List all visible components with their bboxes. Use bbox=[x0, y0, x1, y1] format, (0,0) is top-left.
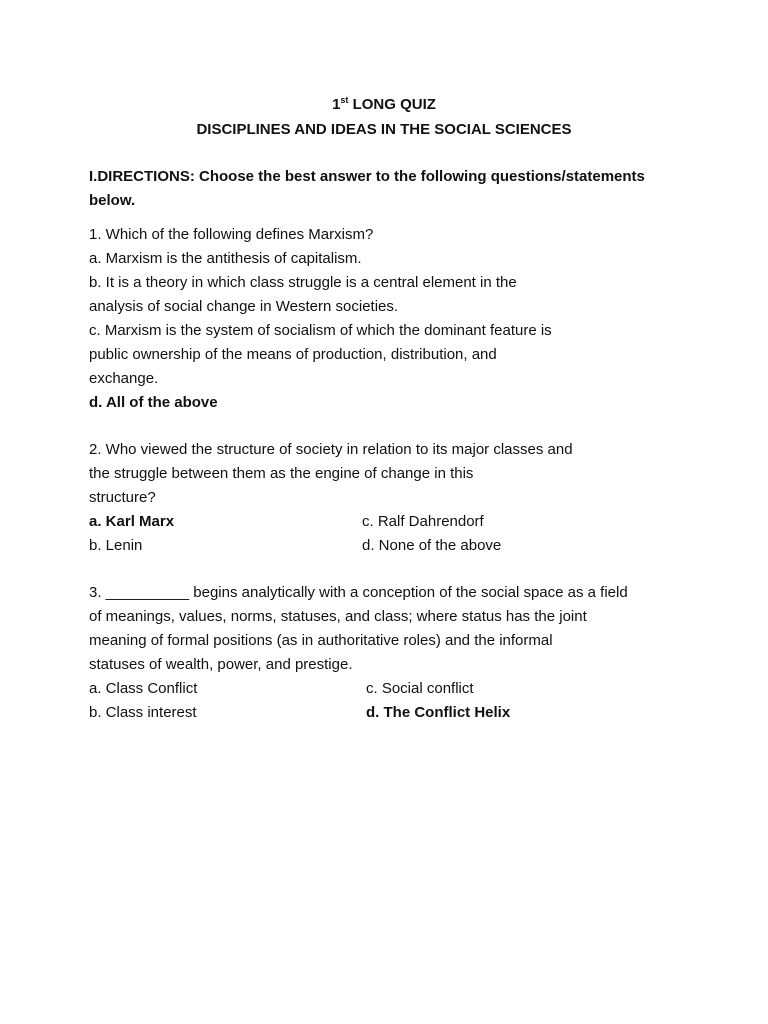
question-2-option-a-answer: a. Karl Marx bbox=[89, 513, 175, 530]
question-1-option-c: c. Marxism is the system of socialism of which the dominant feature is bbox=[89, 322, 552, 339]
question-3-option-d-answer: d. The Conflict Helix bbox=[366, 704, 511, 721]
question-2-text: 2. Who viewed the structure of society in relation to its major classes and bbox=[89, 441, 573, 458]
title-number: 1 bbox=[332, 96, 341, 113]
directions-line-1: I.DIRECTIONS: Choose the best answer to the following questions/statements bbox=[89, 168, 645, 185]
page-title bbox=[0, 96, 768, 114]
question-3-text: 3. __________ begins analytically with a conception of the social space as a field bbox=[89, 584, 628, 601]
question-1-option-b-cont: analysis of social change in Western societies. bbox=[89, 298, 399, 315]
question-1-text: 1. Which of the following defines Marxism? bbox=[89, 226, 374, 243]
question-3-option-a: a. Class Conflict bbox=[89, 680, 198, 697]
title-ordinal-suffix: st bbox=[340, 95, 349, 105]
question-3-text-cont: of meanings, values, norms, statuses, and class; where status has the joint bbox=[89, 608, 587, 625]
question-2-option-d: d. None of the above bbox=[362, 537, 502, 554]
question-2-text-cont-2: structure? bbox=[89, 489, 156, 506]
question-1-option-d-answer: d. All of the above bbox=[89, 394, 218, 411]
question-1-option-c-cont: public ownership of the means of production, distribution, and bbox=[89, 346, 497, 363]
question-2-text-cont: the struggle between them as the engine of change in this bbox=[89, 465, 474, 482]
question-3-text-cont-2: meaning of formal positions (as in authoritative roles) and the informal bbox=[89, 632, 553, 649]
question-3-option-b: b. Class interest bbox=[89, 704, 197, 721]
question-3-option-c: c. Social conflict bbox=[366, 680, 474, 697]
question-1-option-c-cont-2: exchange. bbox=[89, 370, 159, 387]
directions-line-2: below. bbox=[89, 192, 136, 209]
question-1-option-b: b. It is a theory in which class struggle is a central element in the bbox=[89, 274, 517, 291]
question-2-option-c: c. Ralf Dahrendorf bbox=[362, 513, 484, 530]
page-subtitle: DISCIPLINES AND IDEAS IN THE SOCIAL SCIENCES bbox=[196, 121, 572, 138]
title-text: LONG QUIZ bbox=[348, 96, 436, 113]
question-1-option-a: a. Marxism is the antithesis of capitalism. bbox=[89, 250, 362, 267]
question-2-option-b: b. Lenin bbox=[89, 537, 143, 554]
question-3-text-cont-3: statuses of wealth, power, and prestige. bbox=[89, 656, 353, 673]
